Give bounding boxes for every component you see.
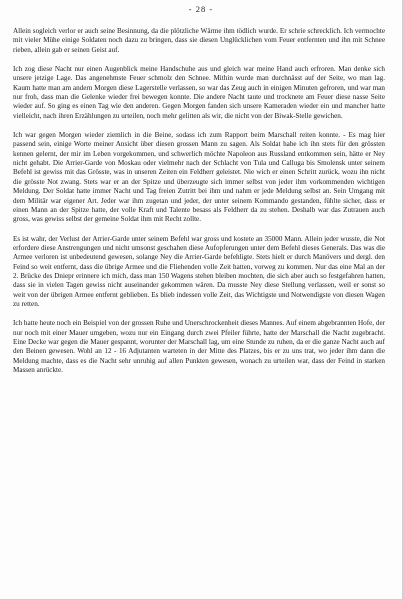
body-text [13,27,385,385]
paragraph-4: Es ist wahr, der Verlust der Arrier-Garde unter seinem Befehl war gross und kostete an 35000 Mann. Allein jeder wusste, die Not erfordere diese Anstrengungen und nicht umsonst geschahen diese Aufopferungen unter dem Befehl dieses Generals. Das was die Armee verloren ist unbedeutend gewesen, solange Ney die Arrier-Garde befehligte. Stets hielt er durch Manövers und dergl. den Feind so weit entfernt, dass die übrige Armee und die Fliehenden volle Zeit hatten, vorweg zu kommen. Nur das eine Mal an der 2. Brücke des Dniepr erinnere ich mich, dass man 150 Wagens stehen bleiben mochten, die sich aber auch so festgefahren hatten, dass sie in vielen Tagen gewiss nicht auseinander gekommen wären. Da musste Ney diese Stellung verlassen, weil er sonst so weit von der übrigen Armee entfernt geblieben. Es blieb indessen volle Zeit, das Wichtigste und Notwendigste von diesen Wagen zu retten. [13,234,385,308]
paragraph-5: Ich hatte heute noch ein Beispiel von der grossen Ruhe und Unerschrockenheit dieses Mannes. Auf einem abgebrannten Hofe, der nur noch mit einer Mauer umgeben, wozu nur ein Eingang durch zwei Pfeiler führte, hatte der Marschall die Nacht zugebracht. Eine Decke war gegen die Mauer gespannt, worunter der Marschall lag, um eine Stunde zu ruhen, da er die ganze Nacht auch auf den Beinen gewesen. Wohl an 12 - 16 Adjutanten warteten in der Mitte des Platzes, bis er zu uns trat, wo jeder ihm dann die Meldung machte, dass es die Nacht sehr unruhig auf allen Punkten gewesen, wonach zu urteilen war, dass der Feind in starken Massen anrückte. [13,319,385,374]
paragraph-3: Ich war gegen Morgen wieder ziemlich in die Beine, sodass ich zum Rapport beim Marschall reiten konnte. - Es mag hier passend sein, einige Worte meiner Ansicht über diesen grossen Mann zu sagen. Als Soldat habe ich ihn stets für den grössten kennen gelernt, der mir im Leben vorgekommen, und schwerlich möchte Napoleon aus Russland entkommen sein, hätte er Ney nicht gehabt. Die Arrier-Garde von Moskau oder vielmehr nach der Schlacht von Tula und Calluga bis Smolensk unter seinem Befehl ist gewiss mit das Grösste, was in unseren Zeiten ein Feldherr geleistet. Nie wich er einen Schritt zurück, wozu ihn nicht die grösste Not zwang. Stets war er an der Spitze und überzeugte sich immer selbst von jeder ihm vorkommenden wichtigen Meldung. Der Soldat hatte immer Nacht und Tag freien Zutritt bei ihm und nahm er jede Meldung selbst an. Sein Umgang mit dem Militär war eigener Art. Jeder war ihm zugetan und jeder, der unter seinem Kommando gestanden, fühlte sicher, dass er einen Mann an der Spitze hatte, der volle Kraft und Talente besass als Feldherr da zu stehen. Deshalb war das Zutrauen auch gross, was gewiss selbst der gemeine Soldat ihm mit Recht zollte. [13,131,385,224]
paragraph-1: Allein sogleich verlor er auch seine Besinnung, da die plötzliche Wärme ihm tödlich wurde. Er schrie schrecklich. Ich vermochte mit vieler Mühe einige Soldaten noch dazu zu bringen, dass sie diesen Unglücklichen vom Feuer entfernten und ihn mit Schnee rieben, allein gab er seinen Geist auf. [13,27,385,54]
page-number: - 28 - [188,4,214,14]
paragraph-2: Ich zog diese Nacht nur einen Augenblick meine Handschuhe aus und gleich war meine Hand auch erfroren. Man denke sich unsere jetzige Lage. Das angenehmste Feuer schmolz den Schnee. Mithin wurde man durchnässt auf der Seite, wo man lag. Kaum hatte man am andern Morgen diese Lagerstelle verlassen, so war das Zeug auch in einigen Minuten gefroren, und war man nur froh, dass man die Gelenke wieder frei bewegen konnte. Die andere Nacht taute und trocknete am Feuer diese nasse Seite wieder auf. So ging es einen Tag wie den anderen. Gegen Morgen fanden sich unsere Kameraden wieder ein und mancher hatte vielleicht, nach ihren Erzählungen zu urteilen, noch mehr gelitten als wir, die nicht von der Biwak-Stelle gewichen. [13,65,385,120]
